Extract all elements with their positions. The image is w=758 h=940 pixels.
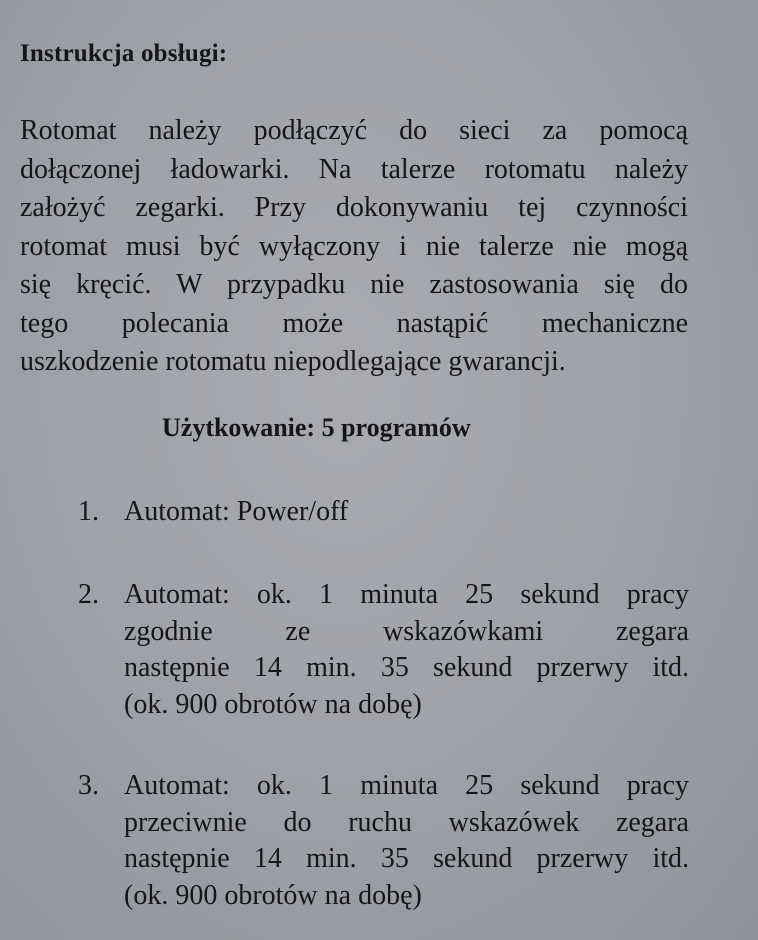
setup-paragraph [20, 112, 688, 382]
instructions-heading: Instrukcja obsługi: [20, 40, 228, 67]
program-line: zgodnie ze wskazówkami zegara [124, 615, 689, 647]
program-number: 2. [78, 579, 99, 610]
paragraph-line: założyć zegarki. Przy dokonywaniu tej czynności [20, 192, 688, 223]
program-number: 3. [78, 770, 99, 801]
programs-subheading: Użytkowanie: 5 programów [162, 413, 471, 442]
program-line: Automat: ok. 1 minuta 25 sekund pracy [124, 770, 689, 801]
program-text [124, 577, 689, 723]
paragraph-line: dołączonej ładowarki. Na talerze rotomatu należy [20, 153, 688, 185]
paragraph-line: tego polecania może nastąpić mechaniczne [20, 307, 688, 339]
program-line: następnie 14 min. 35 sekund przerwy itd. [124, 652, 689, 683]
program-line: Automat: Power/off [124, 496, 349, 527]
program-line: (ok. 900 obrotów na dobę) [124, 688, 422, 720]
program-line: Automat: ok. 1 minuta 25 sekund pracy [124, 579, 689, 610]
paragraph-line: Rotomat należy podłączyć do sieci za pomocą [20, 115, 688, 146]
program-text [124, 768, 689, 914]
paragraph-line: rotomat musi być wyłączony i nie talerze nie mogą [20, 230, 688, 262]
program-line: (ok. 900 obrotów na dobę) [124, 879, 422, 911]
paragraph-line: uszkodzenie rotomatu niepodlegające gwarancji. [20, 346, 566, 377]
paragraph-line: się kręcić. W przypadku nie zastosowania się do [20, 269, 688, 300]
program-line: przeciwnie do ruchu wskazówek zegara [124, 806, 689, 838]
program-number: 1. [78, 496, 99, 527]
program-text [124, 494, 689, 531]
program-line: następnie 14 min. 35 sekund przerwy itd. [124, 843, 689, 874]
